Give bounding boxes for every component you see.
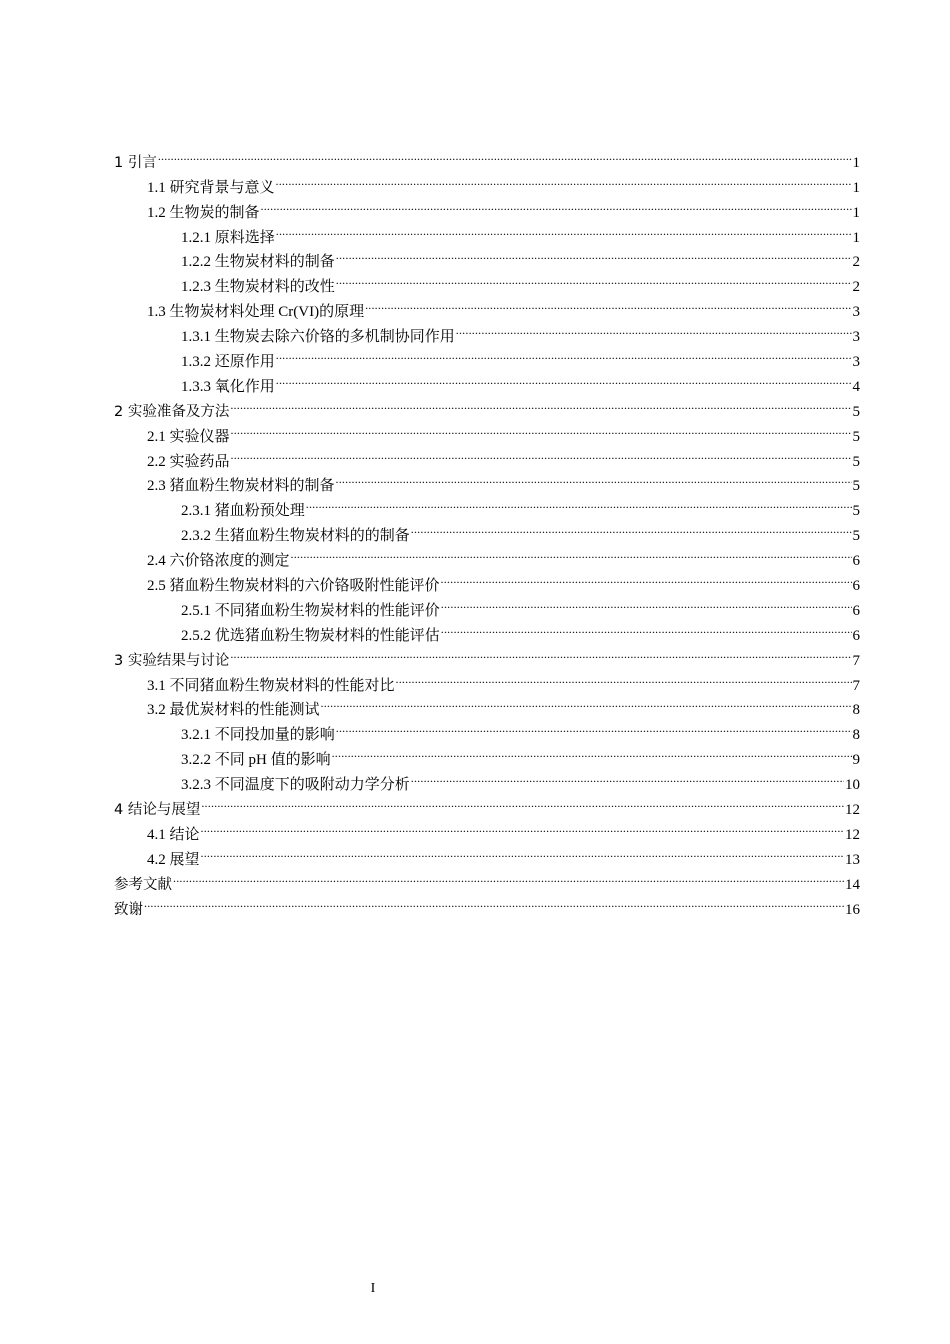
toc-entry-page-number: 3 [852, 354, 860, 371]
toc-entry-page-number: 3 [852, 304, 860, 321]
toc-dot-leader [144, 889, 844, 914]
toc-entry-title: 1.3.1 生物炭去除六价铬的多机制协同作用 [181, 329, 455, 346]
toc-entry-title: 2.4 六价铬浓度的测定 [147, 553, 290, 570]
toc-dot-leader [201, 839, 844, 864]
toc-entry-page-number: 4 [852, 378, 860, 395]
toc-dot-leader [336, 266, 852, 291]
toc-entry-page-number: 9 [852, 752, 860, 769]
toc-entry-page-number: 5 [852, 428, 860, 445]
toc-dot-leader [321, 690, 852, 715]
toc-entry-page-number: 5 [852, 528, 860, 545]
toc-entry-title: 2.3.2 生猪血粉生物炭材料的的制备 [181, 528, 410, 545]
toc-dot-leader [230, 640, 851, 665]
toc-dot-leader [336, 466, 852, 491]
toc-entry-title: 3.2 最优炭材料的性能测试 [147, 702, 320, 719]
toc-entry-title: 1.2.2 生物炭材料的制备 [181, 254, 335, 271]
toc-entry-page-number: 13 [845, 851, 860, 868]
toc-entry-title: 1.1 研究背景与意义 [147, 179, 275, 196]
toc-entry-page-number: 6 [852, 627, 860, 644]
toc-dot-leader [201, 789, 844, 814]
toc-entry-title: 3.2.1 不同投加量的影响 [181, 727, 335, 744]
toc-entry-page-number: 2 [852, 254, 860, 271]
toc-entry[interactable] [114, 839, 860, 868]
toc-dot-leader [158, 142, 852, 167]
toc-dot-leader [276, 341, 852, 366]
toc-dot-leader [336, 714, 852, 739]
toc-entry-page-number: 6 [852, 578, 860, 595]
toc-entry-page-number: 5 [852, 478, 860, 495]
toc-dot-leader [276, 217, 852, 242]
toc-dot-leader [396, 665, 852, 690]
toc-dot-leader [261, 192, 852, 217]
toc-dot-leader [231, 441, 852, 466]
toc-entry-page-number: 12 [845, 802, 860, 819]
toc-entry[interactable] [114, 167, 860, 196]
toc-entry-page-number: 10 [845, 777, 860, 794]
toc-entry-page-number: 5 [852, 453, 860, 470]
toc-entry-title: 1.3 生物炭材料处理 Cr(VI)的原理 [147, 304, 365, 321]
toc-dot-leader [306, 490, 852, 515]
toc-entry-title: 3 实验结果与讨论 [114, 652, 230, 669]
toc-entry[interactable] [114, 789, 860, 819]
toc-entry-title: 1.2.3 生物炭材料的改性 [181, 279, 335, 296]
toc-dot-leader [201, 814, 844, 839]
toc-entry[interactable] [114, 142, 860, 171]
toc-entry-title: 3.1 不同猪血粉生物炭材料的性能对比 [147, 677, 395, 694]
toc-entry-page-number: 6 [852, 602, 860, 619]
toc-entry-page-number: 5 [852, 503, 860, 520]
toc-entry-page-number: 2 [852, 279, 860, 296]
toc-dot-leader [173, 864, 844, 889]
toc-entry-page-number: 1 [852, 179, 860, 196]
toc-dot-leader [456, 316, 852, 341]
toc-entry-page-number: 16 [845, 901, 860, 918]
toc-entry-title: 2.5.2 优选猪血粉生物炭材料的性能评估 [181, 627, 440, 644]
toc-entry-page-number: 6 [852, 553, 860, 570]
toc-entry-page-number: 5 [852, 403, 860, 420]
toc-dot-leader [411, 764, 844, 789]
toc-entry-title: 2.2 实验药品 [147, 453, 230, 470]
toc-entry-title: 2.5 猪血粉生物炭材料的六价铬吸附性能评价 [147, 578, 440, 595]
toc-dot-leader [441, 590, 852, 615]
toc-entry-page-number: 14 [845, 876, 860, 893]
toc-entry-page-number: 1 [852, 154, 860, 171]
table-of-contents [114, 142, 860, 918]
toc-entry-title: 2.1 实验仪器 [147, 428, 230, 445]
toc-dot-leader [336, 242, 852, 267]
page-number: I [370, 1281, 376, 1296]
toc-dot-leader [332, 739, 852, 764]
toc-entry-title: 1.2.1 原料选择 [181, 229, 275, 246]
toc-entry-title: 4.1 结论 [147, 826, 200, 843]
toc-entry-title: 1.3.3 氧化作用 [181, 378, 275, 395]
toc-entry-title: 1.3.2 还原作用 [181, 354, 275, 371]
toc-entry-page-number: 12 [845, 826, 860, 843]
toc-dot-leader [441, 615, 852, 640]
toc-entry-title: 1.2 生物炭的制备 [147, 204, 260, 221]
toc-entry-page-number: 1 [852, 229, 860, 246]
toc-entry-title: 致谢 [114, 901, 143, 918]
toc-dot-leader [291, 540, 852, 565]
toc-entry-title: 3.2.3 不同温度下的吸附动力学分析 [181, 777, 410, 794]
toc-entry-title: 1 引言 [114, 154, 157, 171]
toc-entry-page-number: 7 [852, 652, 860, 669]
toc-entry-page-number: 8 [852, 702, 860, 719]
toc-entry-page-number: 8 [852, 727, 860, 744]
toc-entry-title: 4.2 展望 [147, 851, 200, 868]
toc-entry-title: 参考文献 [114, 876, 172, 893]
toc-dot-leader [441, 565, 852, 590]
toc-entry[interactable] [114, 889, 860, 918]
toc-dot-leader [231, 416, 852, 441]
toc-dot-leader [365, 291, 851, 316]
toc-entry-page-number: 3 [852, 329, 860, 346]
toc-entry-title: 4 结论与展望 [114, 802, 201, 819]
toc-dot-leader [411, 515, 852, 540]
toc-entry[interactable] [114, 864, 860, 893]
toc-entry-page-number: 1 [852, 204, 860, 221]
toc-dot-leader [276, 366, 852, 391]
toc-entry-title: 2.3.1 猪血粉预处理 [181, 503, 305, 520]
toc-dot-leader [230, 391, 851, 416]
toc-entry-title: 2.3 猪血粉生物炭材料的制备 [147, 478, 335, 495]
toc-entry-title: 2.5.1 不同猪血粉生物炭材料的性能评价 [181, 602, 440, 619]
toc-dot-leader [276, 167, 852, 192]
toc-entry-title: 2 实验准备及方法 [114, 403, 230, 420]
toc-entry-page-number: 7 [852, 677, 860, 694]
toc-entry[interactable] [114, 814, 860, 843]
toc-entry-title: 3.2.2 不同 pH 值的影响 [181, 752, 331, 769]
